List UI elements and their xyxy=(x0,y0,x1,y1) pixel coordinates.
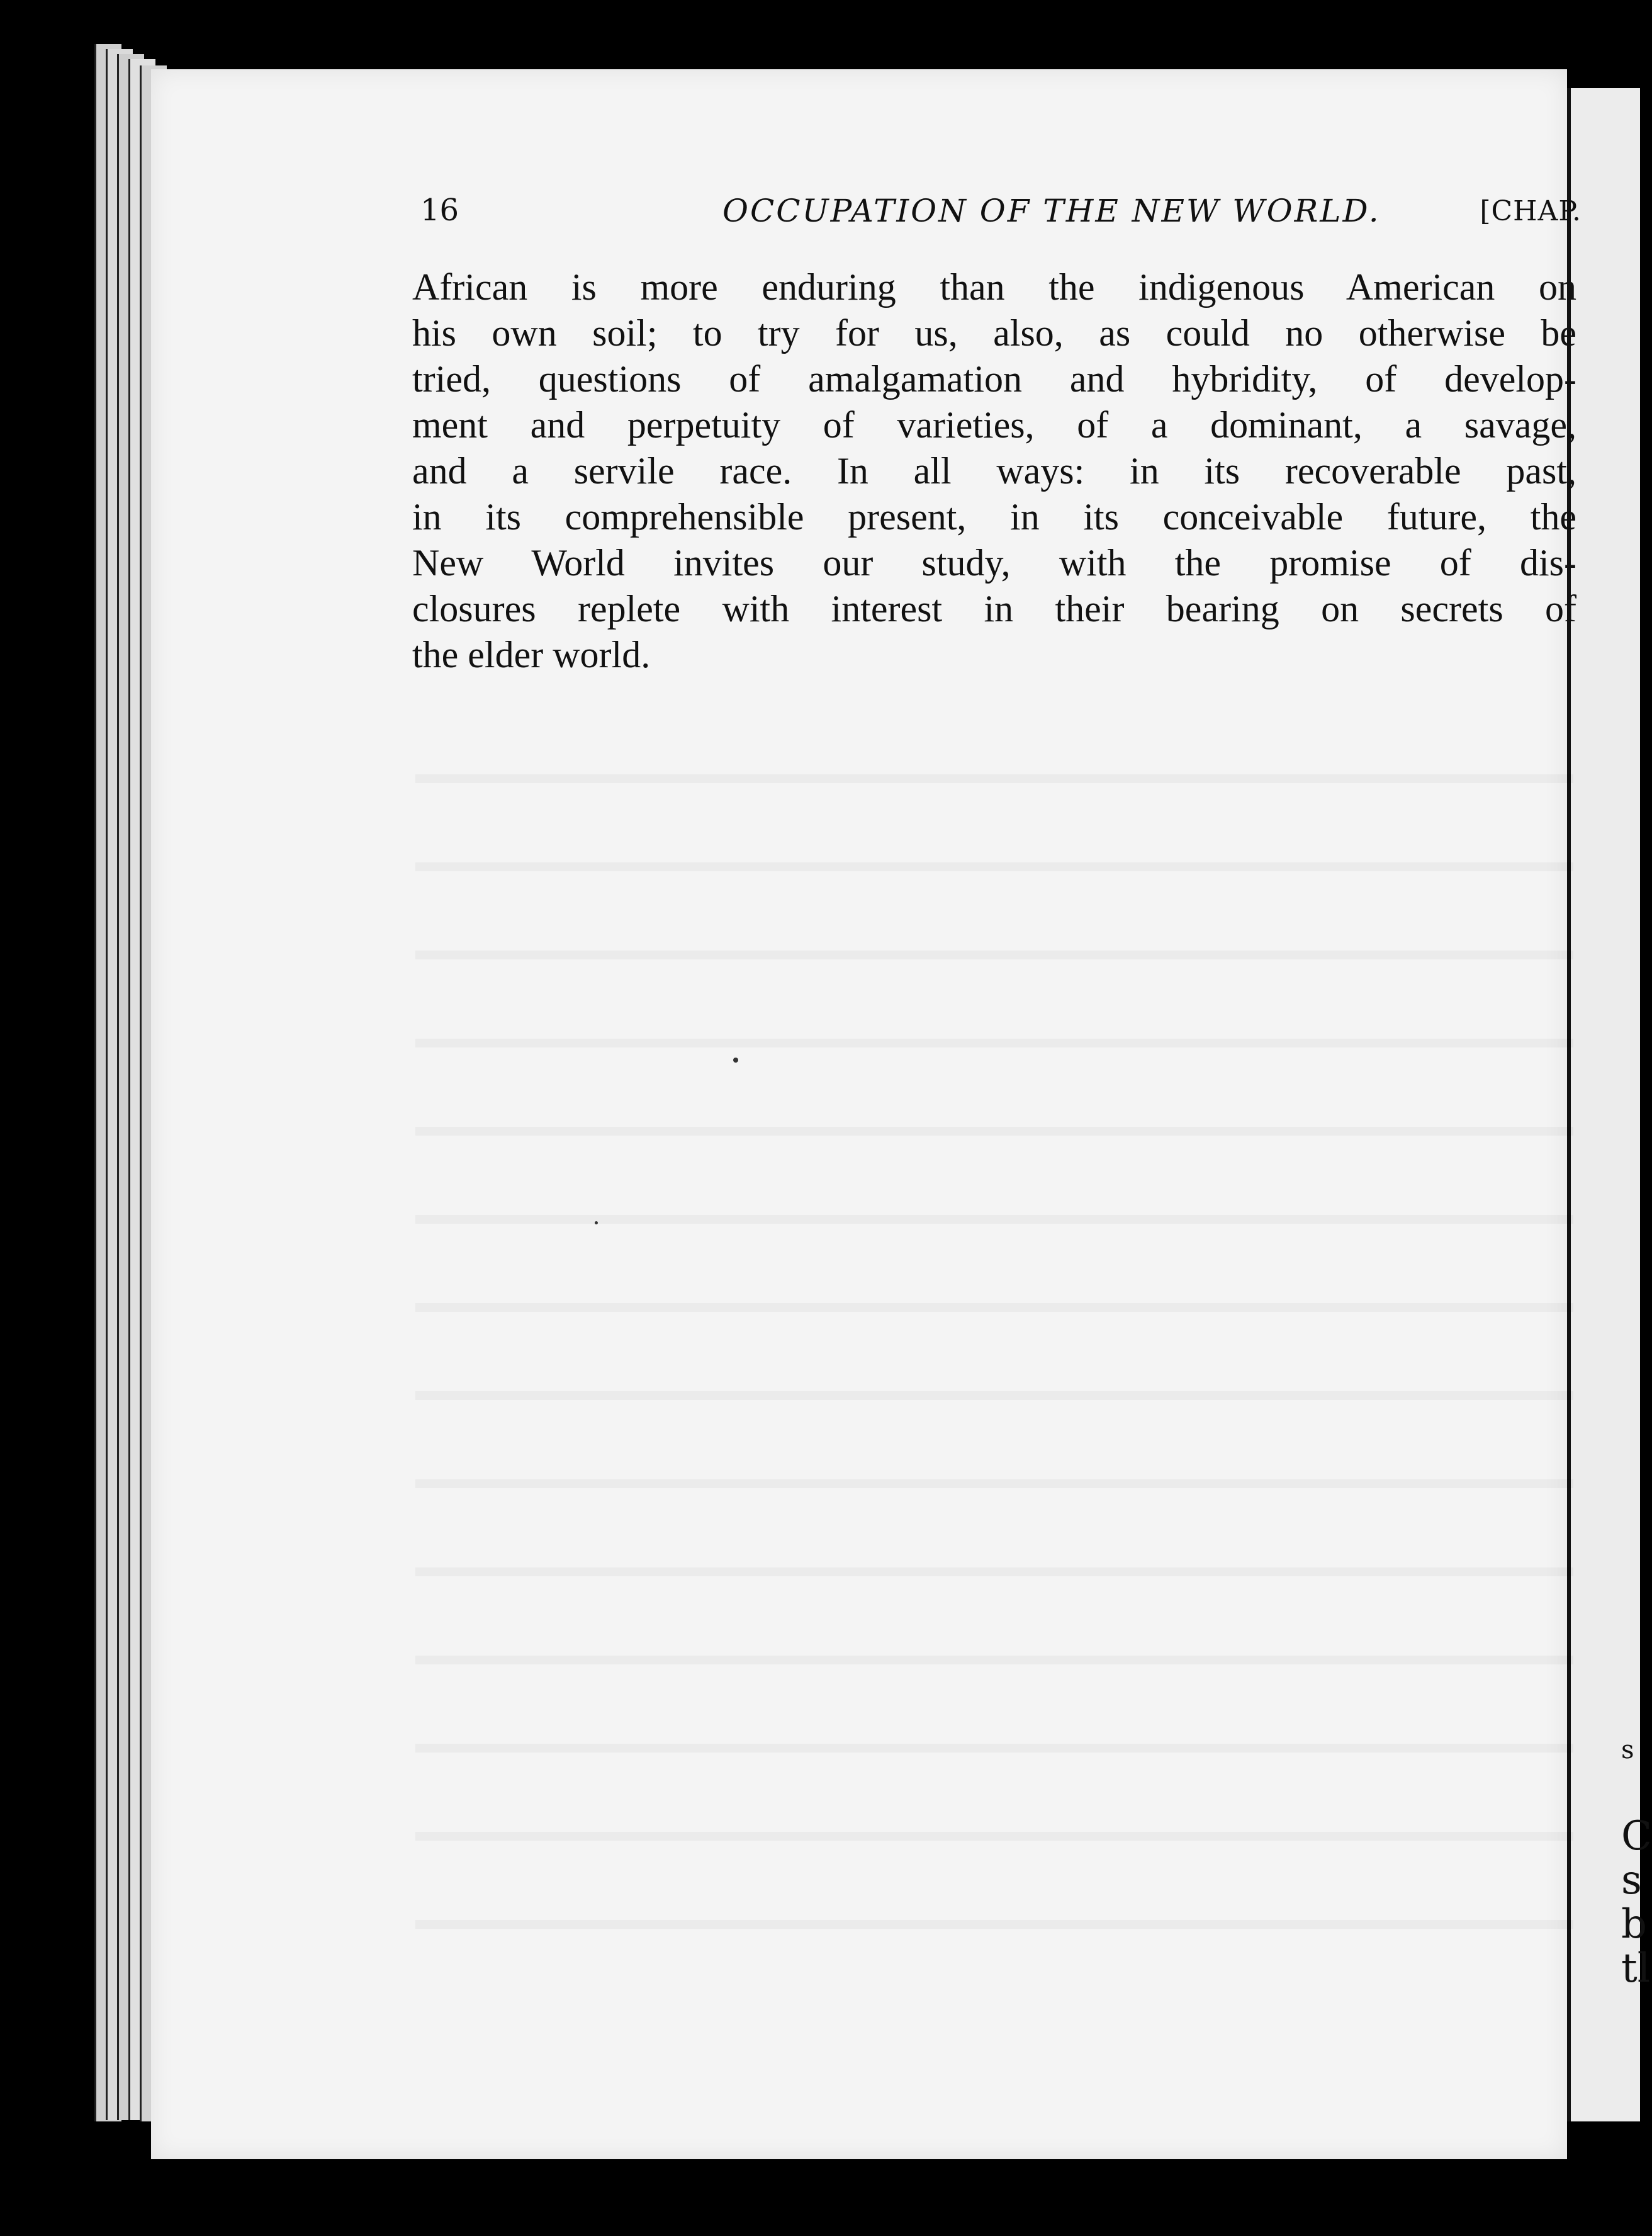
adjacent-page-fragment: tl xyxy=(1621,1945,1651,1992)
adjacent-page-fragment: s xyxy=(1621,1736,1634,1765)
text-line: in its comprehensible present, in its conceivable future, the xyxy=(412,496,1576,538)
text-line: ment and perpetuity of varieties, of a dominant, a savage, xyxy=(412,404,1576,446)
running-title: OCCUPATION OF THE NEW WORLD. xyxy=(722,193,1381,229)
book-page xyxy=(151,69,1582,2159)
page-number: 16 xyxy=(420,193,459,228)
body-paragraph xyxy=(412,264,1576,678)
adjacent-page-fragment: b xyxy=(1621,1901,1647,1948)
running-head xyxy=(420,189,1582,246)
adjacent-page-fragment: C xyxy=(1621,1813,1652,1860)
dust-speck xyxy=(733,1058,738,1063)
text-line: New World invites our study, with the promise of dis- xyxy=(412,542,1576,584)
dust-speck xyxy=(595,1221,598,1224)
adjacent-page-fragment: s xyxy=(1621,1857,1642,1904)
chapter-marker: [CHAP. xyxy=(1480,195,1582,227)
text-line: tried, questions of amalgamation and hybridity, of develop- xyxy=(412,358,1576,400)
adjacent-page-strip xyxy=(1567,88,1652,2121)
text-line: and a servile race. In all ways: in its recoverable past, xyxy=(412,450,1576,492)
text-line: his own soil; to try for us, also, as could no otherwise be xyxy=(412,312,1576,354)
text-line: closures replete with interest in their bearing on secrets of xyxy=(412,588,1576,630)
text-line: the elder world. xyxy=(412,634,651,675)
text-line: African is more enduring than the indigenous American on xyxy=(412,266,1576,308)
